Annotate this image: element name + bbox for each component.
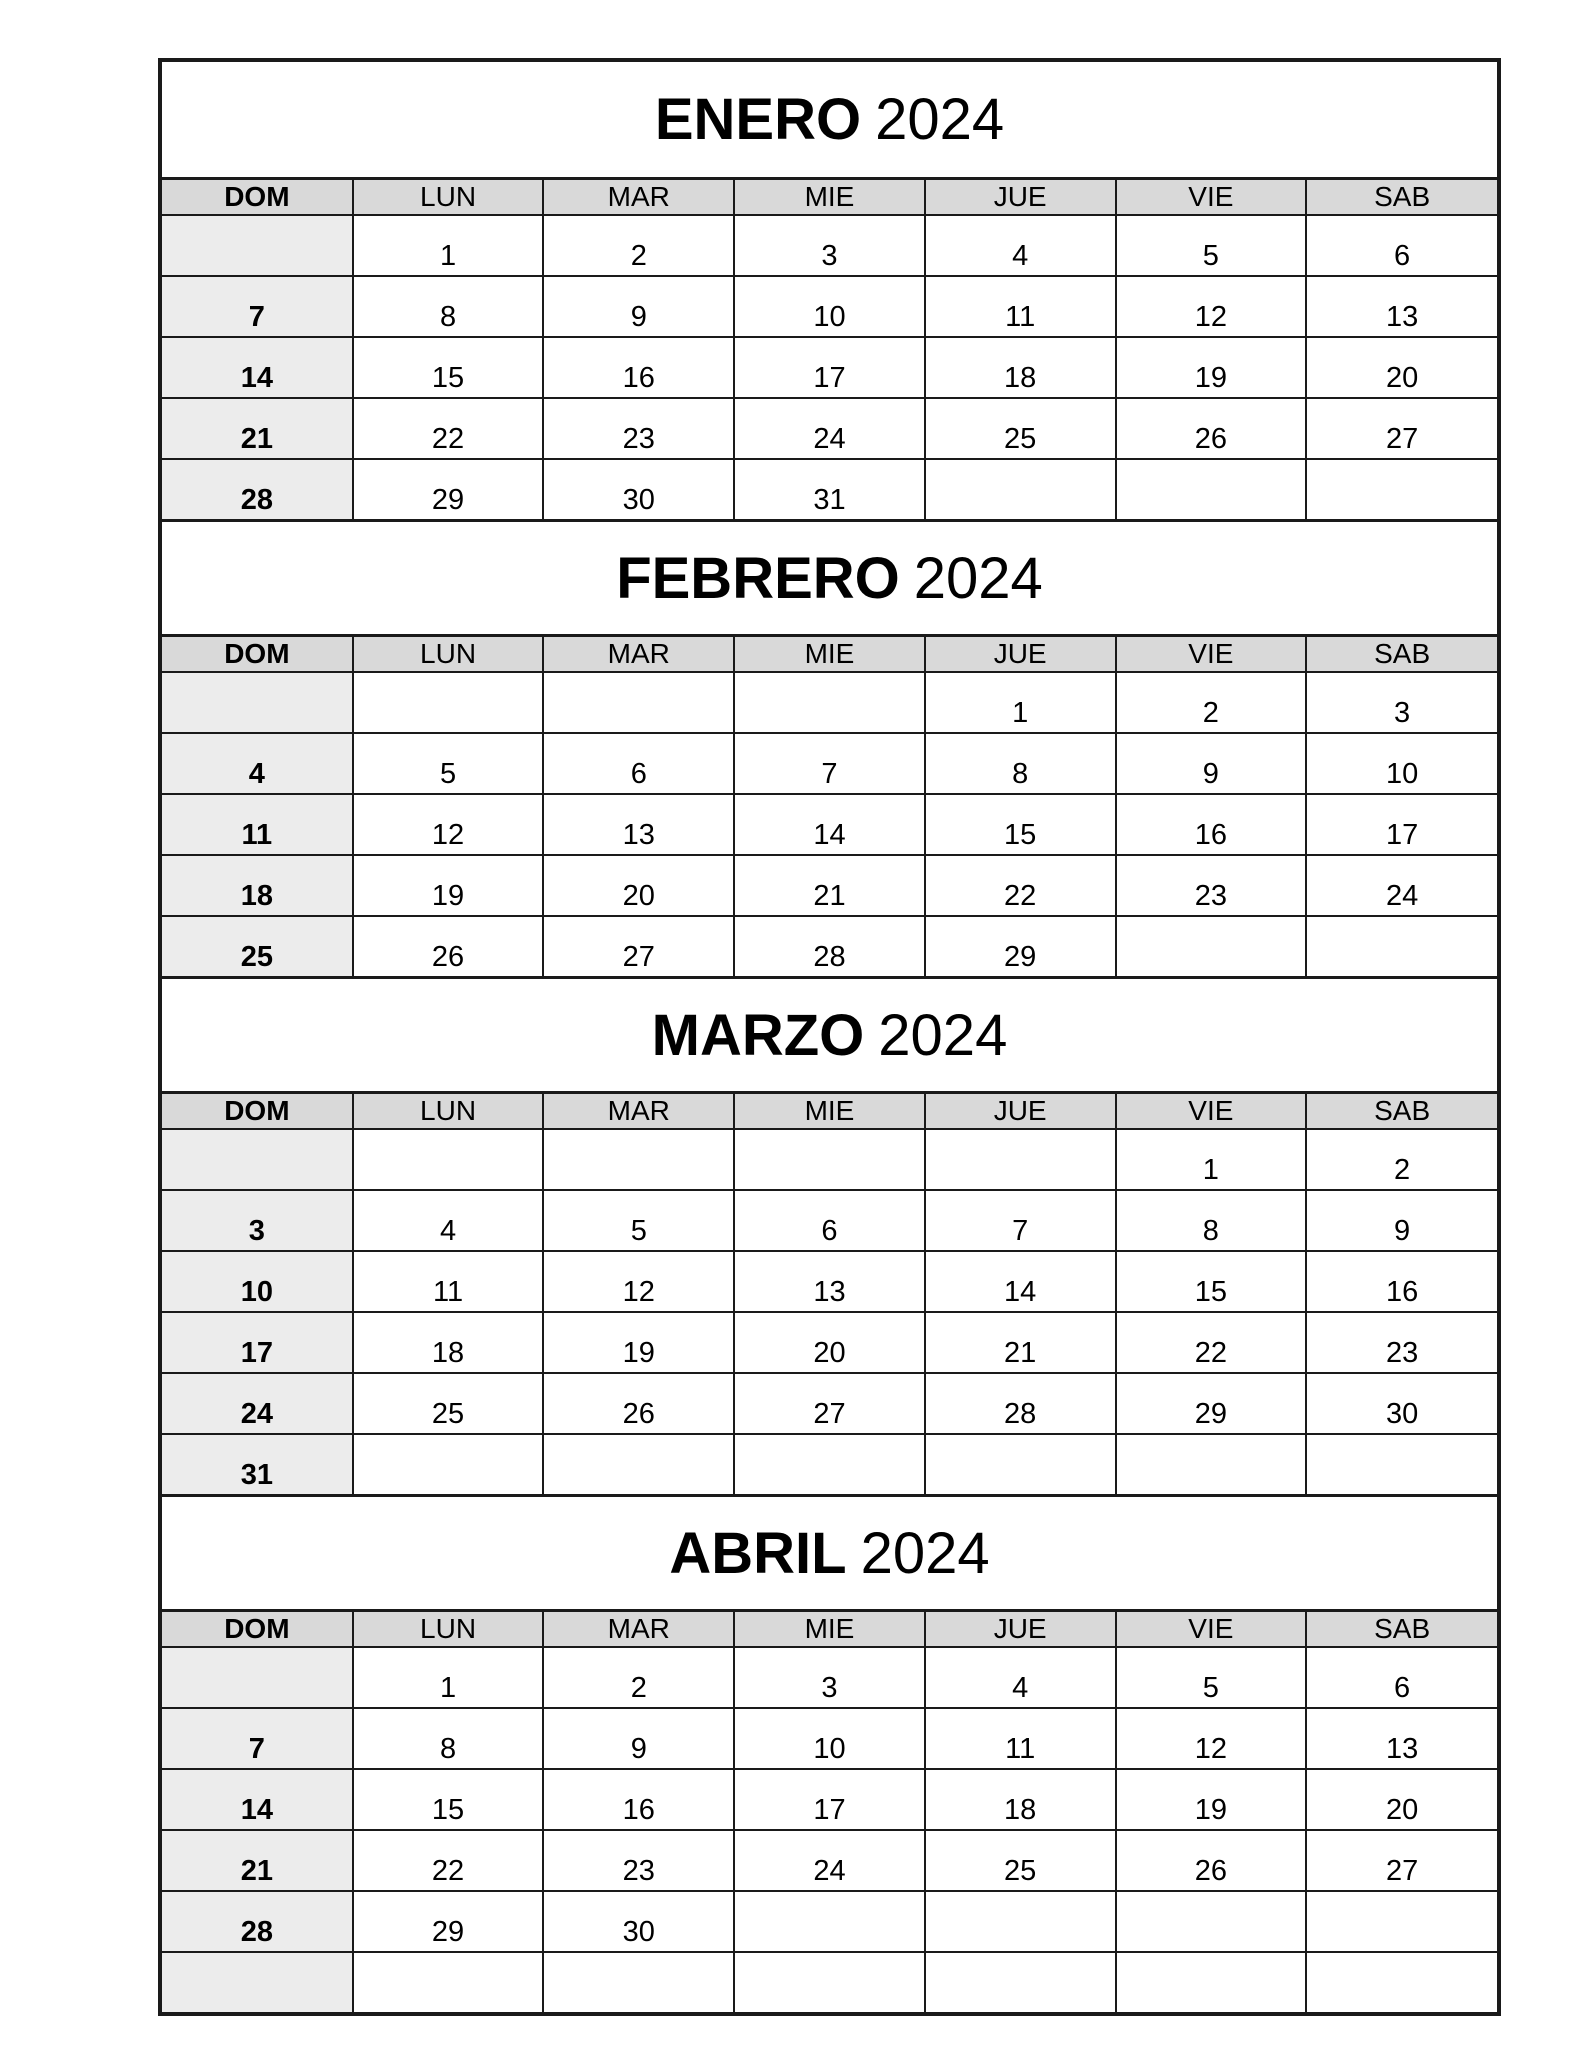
week-row xyxy=(162,1434,1497,1494)
week-row xyxy=(162,1647,1497,1708)
day-cell: 16 xyxy=(1306,1251,1497,1312)
weekday-header: MIE xyxy=(734,180,925,215)
day-cell: 21 xyxy=(162,398,353,459)
weekday-header: MAR xyxy=(543,180,734,215)
weekday-header: LUN xyxy=(353,1612,544,1647)
day-cell: 17 xyxy=(734,1769,925,1830)
day-cell: 4 xyxy=(925,1647,1116,1708)
day-cell: 8 xyxy=(353,1708,544,1769)
day-cell: 18 xyxy=(925,1769,1116,1830)
day-cell: 26 xyxy=(1116,1830,1307,1891)
day-cell: 25 xyxy=(925,398,1116,459)
day-cell: 30 xyxy=(543,1891,734,1952)
day-cell: 22 xyxy=(353,1830,544,1891)
weekday-header-row xyxy=(162,637,1497,672)
day-cell: 20 xyxy=(734,1312,925,1373)
day-cell: 23 xyxy=(543,398,734,459)
day-cell: 1 xyxy=(925,672,1116,733)
week-row xyxy=(162,1891,1497,1952)
month-marzo xyxy=(162,976,1497,1494)
weekday-header: SAB xyxy=(1306,1094,1497,1129)
day-cell: 17 xyxy=(734,337,925,398)
day-cell xyxy=(1116,1434,1307,1494)
week-row xyxy=(162,855,1497,916)
week-row xyxy=(162,733,1497,794)
day-cell: 17 xyxy=(162,1312,353,1373)
day-cell xyxy=(734,1434,925,1494)
day-cell: 26 xyxy=(1116,398,1307,459)
weekday-header-row xyxy=(162,180,1497,215)
day-cell xyxy=(925,1434,1116,1494)
month-name: ENERO xyxy=(654,87,862,152)
day-cell xyxy=(734,1891,925,1952)
day-cell: 10 xyxy=(734,276,925,337)
day-cell xyxy=(734,1129,925,1190)
day-cell: 30 xyxy=(1306,1373,1497,1434)
month-grid xyxy=(162,637,1497,976)
day-cell: 6 xyxy=(1306,1647,1497,1708)
weekday-header: VIE xyxy=(1116,1094,1307,1129)
day-cell xyxy=(162,1647,353,1708)
day-cell xyxy=(734,672,925,733)
day-cell: 11 xyxy=(925,1708,1116,1769)
day-cell: 24 xyxy=(734,1830,925,1891)
day-cell: 12 xyxy=(543,1251,734,1312)
day-cell: 13 xyxy=(543,794,734,855)
day-cell: 23 xyxy=(1116,855,1307,916)
month-grid xyxy=(162,1612,1497,2012)
day-cell: 31 xyxy=(734,459,925,519)
weekday-header: MIE xyxy=(734,637,925,672)
day-cell: 6 xyxy=(543,733,734,794)
weekday-header: DOM xyxy=(162,1612,353,1647)
calendar-sheet xyxy=(158,58,1501,2016)
day-cell: 24 xyxy=(1306,855,1497,916)
month-year: 2024 xyxy=(875,87,1005,152)
day-cell: 3 xyxy=(162,1190,353,1251)
weekday-header: SAB xyxy=(1306,180,1497,215)
day-cell: 5 xyxy=(543,1190,734,1251)
day-cell: 7 xyxy=(734,733,925,794)
day-cell xyxy=(162,1952,353,2012)
day-cell: 27 xyxy=(1306,1830,1497,1891)
day-cell: 1 xyxy=(1116,1129,1307,1190)
day-cell: 31 xyxy=(162,1434,353,1494)
day-cell: 29 xyxy=(353,459,544,519)
weekday-header: JUE xyxy=(925,1612,1116,1647)
week-row xyxy=(162,276,1497,337)
day-cell: 21 xyxy=(925,1312,1116,1373)
day-cell: 4 xyxy=(925,215,1116,276)
week-row xyxy=(162,1129,1497,1190)
week-row xyxy=(162,1373,1497,1434)
day-cell: 24 xyxy=(734,398,925,459)
day-cell xyxy=(543,1129,734,1190)
month-title xyxy=(162,976,1497,1094)
day-cell: 15 xyxy=(353,1769,544,1830)
day-cell: 3 xyxy=(734,215,925,276)
day-cell: 18 xyxy=(162,855,353,916)
day-cell: 28 xyxy=(925,1373,1116,1434)
day-cell xyxy=(162,215,353,276)
day-cell: 27 xyxy=(1306,398,1497,459)
month-name: ABRIL xyxy=(669,1520,847,1586)
month-year: 2024 xyxy=(860,1520,990,1586)
month-title xyxy=(162,519,1497,637)
day-cell: 21 xyxy=(162,1830,353,1891)
weekday-header: LUN xyxy=(353,180,544,215)
month-enero xyxy=(162,62,1497,519)
day-cell: 3 xyxy=(734,1647,925,1708)
day-cell: 26 xyxy=(353,916,544,976)
day-cell: 29 xyxy=(353,1891,544,1952)
day-cell: 29 xyxy=(925,916,1116,976)
day-cell: 10 xyxy=(734,1708,925,1769)
day-cell: 14 xyxy=(162,1769,353,1830)
day-cell: 30 xyxy=(543,459,734,519)
day-cell: 25 xyxy=(353,1373,544,1434)
month-name: MARZO xyxy=(651,1002,865,1068)
week-row xyxy=(162,1769,1497,1830)
day-cell xyxy=(925,1891,1116,1952)
month-year: 2024 xyxy=(913,545,1043,611)
day-cell: 7 xyxy=(162,1708,353,1769)
weekday-header: VIE xyxy=(1116,1612,1307,1647)
weekday-header: DOM xyxy=(162,180,353,215)
day-cell: 9 xyxy=(1116,733,1307,794)
weekday-header: LUN xyxy=(353,1094,544,1129)
day-cell xyxy=(1306,1434,1497,1494)
day-cell: 25 xyxy=(162,916,353,976)
day-cell xyxy=(543,1434,734,1494)
day-cell: 19 xyxy=(543,1312,734,1373)
day-cell: 7 xyxy=(925,1190,1116,1251)
day-cell xyxy=(734,1952,925,2012)
day-cell: 3 xyxy=(1306,672,1497,733)
day-cell: 2 xyxy=(543,1647,734,1708)
day-cell xyxy=(543,672,734,733)
day-cell: 11 xyxy=(353,1251,544,1312)
weekday-header: VIE xyxy=(1116,180,1307,215)
day-cell xyxy=(1116,1952,1307,2012)
day-cell: 20 xyxy=(1306,337,1497,398)
day-cell: 25 xyxy=(925,1830,1116,1891)
weekday-header: MAR xyxy=(543,637,734,672)
day-cell xyxy=(1116,1891,1307,1952)
day-cell xyxy=(925,459,1116,519)
day-cell: 28 xyxy=(162,1891,353,1952)
day-cell: 6 xyxy=(1306,215,1497,276)
month-name: FEBRERO xyxy=(616,545,900,611)
day-cell: 22 xyxy=(1116,1312,1307,1373)
day-cell: 23 xyxy=(1306,1312,1497,1373)
weekday-header: MAR xyxy=(543,1094,734,1129)
day-cell: 1 xyxy=(353,215,544,276)
weekday-header: JUE xyxy=(925,1094,1116,1129)
day-cell: 8 xyxy=(1116,1190,1307,1251)
day-cell: 5 xyxy=(353,733,544,794)
day-cell: 26 xyxy=(543,1373,734,1434)
day-cell xyxy=(925,1129,1116,1190)
weekday-header: MIE xyxy=(734,1094,925,1129)
day-cell xyxy=(353,672,544,733)
day-cell: 5 xyxy=(1116,215,1307,276)
weekday-header: VIE xyxy=(1116,637,1307,672)
week-row xyxy=(162,1952,1497,2012)
month-febrero xyxy=(162,519,1497,976)
day-cell: 18 xyxy=(353,1312,544,1373)
week-row xyxy=(162,215,1497,276)
day-cell: 13 xyxy=(1306,276,1497,337)
weekday-header: MAR xyxy=(543,1612,734,1647)
month-year: 2024 xyxy=(878,1002,1008,1068)
weekday-header: JUE xyxy=(925,180,1116,215)
weekday-header: SAB xyxy=(1306,637,1497,672)
weekday-header: LUN xyxy=(353,637,544,672)
weekday-header: JUE xyxy=(925,637,1116,672)
day-cell: 14 xyxy=(734,794,925,855)
day-cell xyxy=(1306,1952,1497,2012)
day-cell: 22 xyxy=(353,398,544,459)
day-cell: 11 xyxy=(162,794,353,855)
week-row xyxy=(162,794,1497,855)
day-cell: 9 xyxy=(543,1708,734,1769)
day-cell: 2 xyxy=(1116,672,1307,733)
day-cell xyxy=(162,1129,353,1190)
day-cell: 27 xyxy=(734,1373,925,1434)
day-cell xyxy=(353,1129,544,1190)
day-cell: 5 xyxy=(1116,1647,1307,1708)
day-cell: 17 xyxy=(1306,794,1497,855)
day-cell: 8 xyxy=(353,276,544,337)
week-row xyxy=(162,1190,1497,1251)
day-cell: 14 xyxy=(925,1251,1116,1312)
day-cell: 29 xyxy=(1116,1373,1307,1434)
week-row xyxy=(162,672,1497,733)
day-cell: 2 xyxy=(1306,1129,1497,1190)
week-row xyxy=(162,398,1497,459)
day-cell: 21 xyxy=(734,855,925,916)
month-title xyxy=(162,62,1497,180)
weekday-header-row xyxy=(162,1094,1497,1129)
weekday-header: DOM xyxy=(162,1094,353,1129)
day-cell: 16 xyxy=(1116,794,1307,855)
day-cell xyxy=(1116,459,1307,519)
day-cell xyxy=(353,1952,544,2012)
day-cell: 18 xyxy=(925,337,1116,398)
month-grid xyxy=(162,180,1497,519)
day-cell xyxy=(1116,916,1307,976)
day-cell: 23 xyxy=(543,1830,734,1891)
day-cell: 12 xyxy=(1116,276,1307,337)
month-abril xyxy=(162,1494,1497,2012)
day-cell: 9 xyxy=(543,276,734,337)
day-cell xyxy=(925,1952,1116,2012)
day-cell: 10 xyxy=(1306,733,1497,794)
day-cell: 11 xyxy=(925,276,1116,337)
day-cell: 8 xyxy=(925,733,1116,794)
day-cell: 4 xyxy=(162,733,353,794)
day-cell xyxy=(543,1952,734,2012)
day-cell: 20 xyxy=(543,855,734,916)
weekday-header-row xyxy=(162,1612,1497,1647)
day-cell: 19 xyxy=(1116,1769,1307,1830)
day-cell xyxy=(162,672,353,733)
month-grid xyxy=(162,1094,1497,1494)
week-row xyxy=(162,459,1497,519)
day-cell xyxy=(353,1434,544,1494)
day-cell: 12 xyxy=(1116,1708,1307,1769)
weekday-header: SAB xyxy=(1306,1612,1497,1647)
day-cell: 24 xyxy=(162,1373,353,1434)
week-row xyxy=(162,1312,1497,1373)
day-cell: 27 xyxy=(543,916,734,976)
week-row xyxy=(162,1708,1497,1769)
day-cell: 19 xyxy=(1116,337,1307,398)
day-cell: 28 xyxy=(162,459,353,519)
day-cell xyxy=(1306,1891,1497,1952)
day-cell: 19 xyxy=(353,855,544,916)
day-cell xyxy=(1306,459,1497,519)
day-cell: 10 xyxy=(162,1251,353,1312)
weekday-header: DOM xyxy=(162,637,353,672)
week-row xyxy=(162,1830,1497,1891)
day-cell: 4 xyxy=(353,1190,544,1251)
day-cell: 2 xyxy=(543,215,734,276)
day-cell: 14 xyxy=(162,337,353,398)
day-cell: 28 xyxy=(734,916,925,976)
weekday-header: MIE xyxy=(734,1612,925,1647)
day-cell: 20 xyxy=(1306,1769,1497,1830)
day-cell: 15 xyxy=(353,337,544,398)
week-row xyxy=(162,337,1497,398)
week-row xyxy=(162,1251,1497,1312)
day-cell xyxy=(1306,916,1497,976)
day-cell: 9 xyxy=(1306,1190,1497,1251)
day-cell: 15 xyxy=(925,794,1116,855)
day-cell: 22 xyxy=(925,855,1116,916)
day-cell: 16 xyxy=(543,337,734,398)
day-cell: 13 xyxy=(734,1251,925,1312)
day-cell: 7 xyxy=(162,276,353,337)
day-cell: 1 xyxy=(353,1647,544,1708)
day-cell: 15 xyxy=(1116,1251,1307,1312)
week-row xyxy=(162,916,1497,976)
day-cell: 6 xyxy=(734,1190,925,1251)
day-cell: 16 xyxy=(543,1769,734,1830)
day-cell: 12 xyxy=(353,794,544,855)
month-title xyxy=(162,1494,1497,1612)
day-cell: 13 xyxy=(1306,1708,1497,1769)
